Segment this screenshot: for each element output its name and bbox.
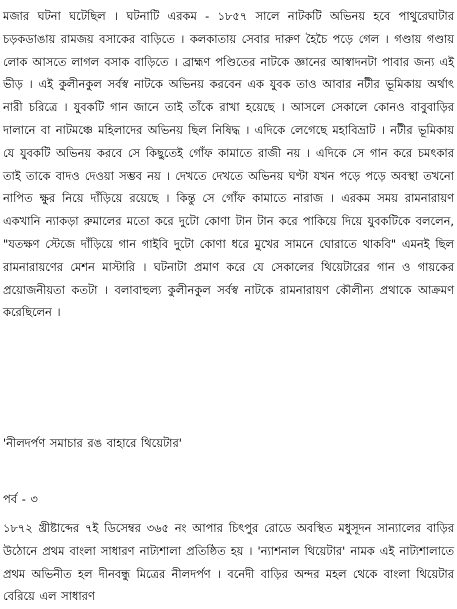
section-heading: 'নীলদর্পণ সমাচার রঙ বাহারে থিয়েটার' xyxy=(3,436,182,450)
body-paragraph-2: ১৮৭২ খ্রীষ্টাব্দের ৭ই ডিসেম্বর ৩৬৫ নং আপার চিৎপুর রোডে অবস্থিত মধুসূদন সান্যালের বাড়ির উঠোনে প্রথম বাংলা সাধারণ নাট্যশালা প্রতিষ্ঠিত হয় । 'ন্যাশনাল থিয়েটার' নামক এই নাট্যশালাতে প্রথম অভিনীত হল দীনবন্ধু মিত্রের নীলদর্পণ । বনেদী বাড়ির অন্দর মহল থেকে বাংলা থিয়েটার বেরিয়ে এল সাধারণ xyxy=(3,521,454,604)
body-paragraph-1: মজার ঘটনা ঘটেছিল । ঘটনাটি এরকম - ১৮৫৭ সালে নাটকটি অভিনয় হবে পাথুরেঘাটার চড়কডাঙায় রামজয় বসাকের বাড়িতে । কলকাতায় সেবার দারুণ হৈচৈ পড়ে গেল । গণ্ডায় গণ্ডায় লোক আসতে লাগল বসাক বাড়িতে । ব্রাহ্মণ পণ্ডিতের নাটকে জ্ঞানের আস্বাদনটা পাবার জন্য এই ভীড় । এই কুলীনকুল সর্বস্ব নাটকে অভিনয় করবেন এক যুবক তাও আবার নটীর ভূমিকায় অর্থাৎ নারী চরিত্রে । যুবকটি গান জানে তাই তাঁকে রাখা হয়েছে । আসলে সেকালে কোনও বাবুবাড়ির দালানে বা নাটমঞ্চে মহিলাদের অভিনয় ছিল নিষিদ্ধ । এদিকে লেগেছে মহাবিভ্রাট । নটীর ভূমিকায় যে যুবকটি অভিনয় করবে সে কিছুতেই গোঁফ কামাতে রাজী নয় । এদিকে সে গান করে চমৎকার তাই তাকে বাদও দেওয়া সম্ভব নয় । দেখতে দেখতে অভিনয় ঘণ্টা যখন পড়ে পড়ে অবস্থা তখনো নাপিত ক্ষুর নিয়ে দাঁড়িয়ে রয়েছে । কিন্তু সে গোঁফ কামাতে নারাজ । এরকম সময় রামনারায়ণ একখানি ন্যাকড়া রুমালের মতো করে দুটো কোণা টান টান করে পাকিয়ে দিয়ে যুবকটিকে বললেন, "যতক্ষণ স্টেজে দাঁড়িয়ে গান গাইবি দুটো কোণা ধরে মুখের সামনে ঘোরাতে থাকবি" এমনই ছিল রামনারায়ণের মেশন মাস্টারি । ঘটনাটা প্রমাণ করে যে সেকালের থিয়েটারের গান ও গায়কের প্রয়োজনীয়তা কতটা । বলাবাহুল্য কুলীনকুল সর্বস্ব নাটকে রামনারায়ণ কৌলীন্য প্রথাকে আক্রমণ করেছিলেন । xyxy=(3,9,454,320)
part-label: পর্ব - ৩ xyxy=(3,492,38,506)
